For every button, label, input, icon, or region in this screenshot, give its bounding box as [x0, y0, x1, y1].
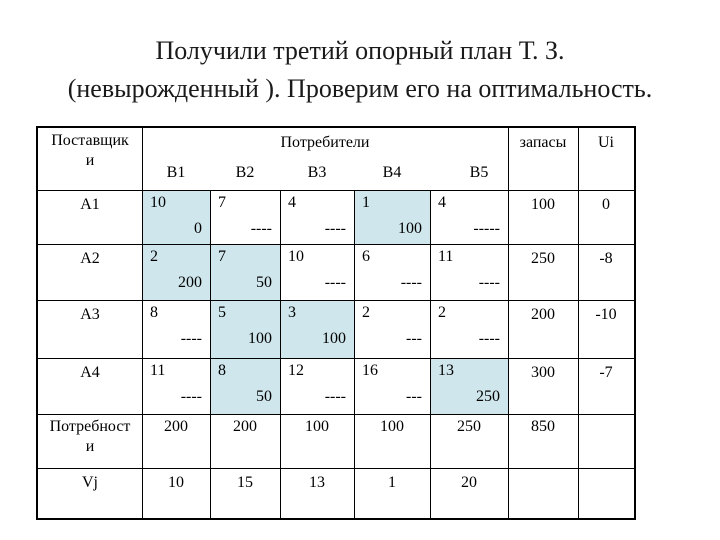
demand-label: Потребност	[49, 418, 131, 435]
title-line-2: (невырожденный ). Проверим его на оптимальность.	[67, 74, 653, 103]
grid-line-vertical	[280, 190, 281, 520]
transport-table	[36, 126, 636, 520]
demand-value: 200	[233, 418, 257, 435]
grid-line-vertical	[210, 190, 211, 520]
row-reserve: 200	[531, 306, 555, 323]
cell-allocation: ---	[406, 330, 422, 347]
vj-value: 10	[168, 474, 184, 491]
cell-allocation: ----	[478, 274, 500, 291]
row-reserve: 300	[531, 364, 555, 381]
header-supplier: Поставщик	[51, 132, 129, 149]
demand-value: 250	[457, 418, 481, 435]
demand-total: 850	[531, 418, 555, 435]
cell-allocation: 100	[398, 220, 422, 237]
cell-cost: 5	[218, 304, 226, 321]
row-reserve: 250	[531, 250, 555, 267]
row-label: A2	[80, 250, 100, 267]
header-b1: B1	[166, 164, 186, 181]
cell-cost: 10	[150, 194, 166, 211]
cell-cost: 7	[218, 194, 226, 211]
row-reserve: 100	[531, 196, 555, 213]
vj-value: 1	[388, 474, 396, 491]
grid-line-horizontal	[38, 300, 634, 301]
header-b5: B5	[469, 164, 489, 181]
cell-allocation: 100	[248, 330, 272, 347]
cell-allocation: 50	[256, 388, 272, 405]
grid-line-horizontal	[38, 244, 634, 245]
row-u: -10	[595, 306, 617, 323]
cell-cost: 8	[150, 304, 158, 321]
header-reserves: запасы	[519, 134, 567, 151]
cell-allocation: 0	[194, 220, 202, 237]
cell-allocation: ----	[400, 274, 422, 291]
demand-label-suffix: и	[85, 438, 95, 455]
cell-cost: 11	[438, 248, 454, 265]
cell-allocation: -----	[473, 220, 500, 237]
grid-line-vertical	[578, 128, 579, 520]
cell-cost: 16	[362, 362, 378, 379]
cell-cost: 4	[288, 194, 296, 211]
row-label: A1	[80, 196, 100, 213]
grid-line-vertical	[354, 190, 355, 520]
grid-line-horizontal	[38, 190, 634, 191]
demand-value: 100	[305, 418, 329, 435]
cell-cost: 10	[288, 248, 304, 265]
cell-cost: 4	[438, 194, 446, 211]
cell-cost: 1	[362, 194, 370, 211]
row-label: A4	[80, 364, 100, 381]
header-b2: B2	[235, 164, 255, 181]
grid-line-horizontal	[38, 414, 634, 415]
cell-allocation: 50	[256, 274, 272, 291]
vj-value: 13	[309, 474, 325, 491]
header-supplier-suffix: и	[85, 152, 95, 169]
vj-value: 15	[237, 474, 253, 491]
cell-cost: 2	[438, 304, 446, 321]
cell-allocation: ----	[250, 220, 272, 237]
header-b3: B3	[307, 164, 327, 181]
cell-allocation: ----	[478, 330, 500, 347]
demand-value: 200	[164, 418, 188, 435]
header-b4: B4	[382, 164, 402, 181]
grid-line-vertical	[430, 190, 431, 520]
cell-allocation: 200	[178, 274, 202, 291]
cell-cost: 12	[288, 362, 304, 379]
row-u: 0	[602, 196, 610, 213]
cell-allocation: ----	[324, 388, 346, 405]
grid-line-vertical	[508, 128, 509, 520]
cell-allocation: 100	[322, 330, 346, 347]
grid-line-vertical	[142, 128, 143, 520]
title-line-1: Получили третий опорный план Т. З.	[155, 36, 565, 65]
cell-allocation: ---	[406, 388, 422, 405]
row-label: A3	[80, 306, 100, 323]
cell-cost: 2	[150, 248, 158, 265]
slide-title	[0, 32, 720, 108]
cell-cost: 6	[362, 248, 370, 265]
cell-allocation: ----	[324, 274, 346, 291]
cell-cost: 3	[288, 304, 296, 321]
grid-line-horizontal	[38, 358, 634, 359]
header-consumers: Потребители	[280, 134, 370, 151]
cell-cost: 7	[218, 248, 226, 265]
row-u: -7	[599, 364, 613, 381]
cell-allocation: ----	[324, 220, 346, 237]
header-ui: Ui	[598, 134, 614, 151]
cell-cost: 2	[362, 304, 370, 321]
demand-value: 100	[380, 418, 404, 435]
cell-allocation: ----	[180, 330, 202, 347]
cell-cost: 8	[218, 362, 226, 379]
cell-allocation: 250	[476, 388, 500, 405]
cell-cost: 13	[438, 362, 454, 379]
vj-label: Vj	[82, 474, 98, 491]
vj-value: 20	[461, 474, 477, 491]
cell-cost: 11	[150, 362, 166, 379]
cell-allocation: ----	[180, 388, 202, 405]
grid-line-horizontal	[38, 468, 634, 469]
row-u: -8	[599, 250, 613, 267]
